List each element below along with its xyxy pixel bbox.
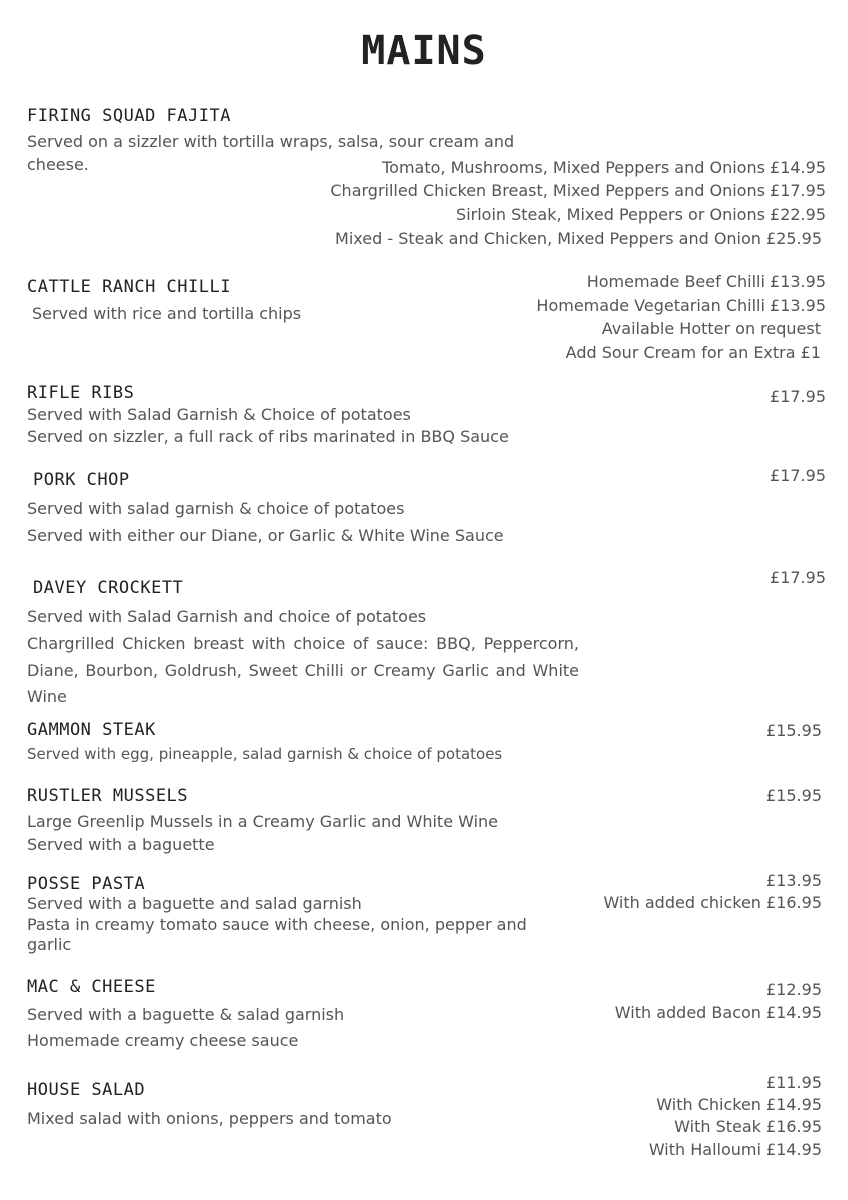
gammon-heading: GAMMON STEAK (27, 720, 156, 740)
mac-description: Homemade creamy cheese sauce (27, 1031, 299, 1050)
salad-price: With Chicken £14.95 (656, 1095, 822, 1114)
fajita-option: Tomato, Mushrooms, Mixed Peppers and Onions £14.95 (382, 158, 826, 177)
ribs-heading: RIFLE RIBS (27, 383, 135, 403)
davey-price: £17.95 (770, 568, 826, 587)
gammon-description: Served with egg, pineapple, salad garnish & choice of potatoes (27, 745, 503, 763)
mussels-description: Served with a baguette (27, 835, 215, 854)
salad-price: With Halloumi £14.95 (648, 1140, 822, 1159)
fajita-option: Mixed - Steak and Chicken, Mixed Peppers and Onion £25.95 (335, 229, 822, 248)
mac-description: Served with a baguette & salad garnish (27, 1005, 345, 1024)
ribs-description: Served with Salad Garnish & Choice of potatoes (27, 405, 411, 424)
pasta-description: Pasta in creamy tomato sauce with cheese, onion, pepper and garlic (27, 915, 527, 954)
mussels-description: Large Greenlip Mussels in a Creamy Garlic and White Wine (27, 812, 499, 831)
ribs-description: Served on sizzler, a full rack of ribs marinated in BBQ Sauce (27, 427, 509, 446)
mac-heading: MAC & CHEESE (27, 977, 156, 997)
ribs-price: £17.95 (770, 387, 826, 406)
pork-heading: PORK CHOP (33, 470, 130, 490)
davey-description: Chargrilled Chicken breast with choice of sauce: BBQ, Peppercorn, Diane, Bourbon, Goldrush, Sweet Chilli or Creamy Garlic and White Wine (27, 634, 579, 706)
davey-heading: DAVEY CROCKETT (33, 578, 184, 598)
mac-price: £12.95 (766, 980, 822, 999)
salad-description: Mixed salad with onions, peppers and tomato (27, 1109, 392, 1128)
fajita-heading: FIRING SQUAD FAJITA (27, 106, 231, 126)
pasta-heading: POSSE PASTA (27, 874, 146, 894)
chilli-option: Homemade Vegetarian Chilli £13.95 (536, 296, 826, 315)
davey-description: Served with Salad Garnish and choice of potatoes (27, 607, 427, 626)
salad-heading: HOUSE SALAD (27, 1080, 146, 1100)
pasta-price: With added chicken £16.95 (603, 893, 822, 912)
pork-price: £17.95 (770, 466, 826, 485)
mussels-price: £15.95 (766, 786, 822, 805)
mac-price: With added Bacon £14.95 (614, 1003, 822, 1022)
chilli-option: Homemade Beef Chilli £13.95 (586, 272, 826, 291)
fajita-option: Chargrilled Chicken Breast, Mixed Peppers and Onions £17.95 (330, 181, 826, 200)
pork-description: Served with salad garnish & choice of potatoes (27, 499, 405, 518)
pasta-description: Served with a baguette and salad garnish (27, 894, 362, 913)
chilli-heading: CATTLE RANCH CHILLI (27, 277, 231, 297)
pasta-price: £13.95 (766, 871, 822, 890)
fajita-description: Served on a sizzler with tortilla wraps, salsa, sour cream and cheese. (27, 132, 515, 174)
pork-description: Served with either our Diane, or Garlic & White Wine Sauce (27, 526, 504, 545)
gammon-price: £15.95 (766, 721, 822, 740)
salad-price: £11.95 (766, 1073, 822, 1092)
chilli-option: Available Hotter on request (601, 319, 821, 338)
chilli-description: Served with rice and tortilla chips (32, 304, 302, 323)
page-title: MAINS (361, 28, 487, 74)
fajita-option: Sirloin Steak, Mixed Peppers or Onions £22.95 (456, 205, 826, 224)
salad-price: With Steak £16.95 (674, 1117, 822, 1136)
mussels-heading: RUSTLER MUSSELS (27, 786, 189, 806)
chilli-option: Add Sour Cream for an Extra £1 (565, 343, 821, 362)
